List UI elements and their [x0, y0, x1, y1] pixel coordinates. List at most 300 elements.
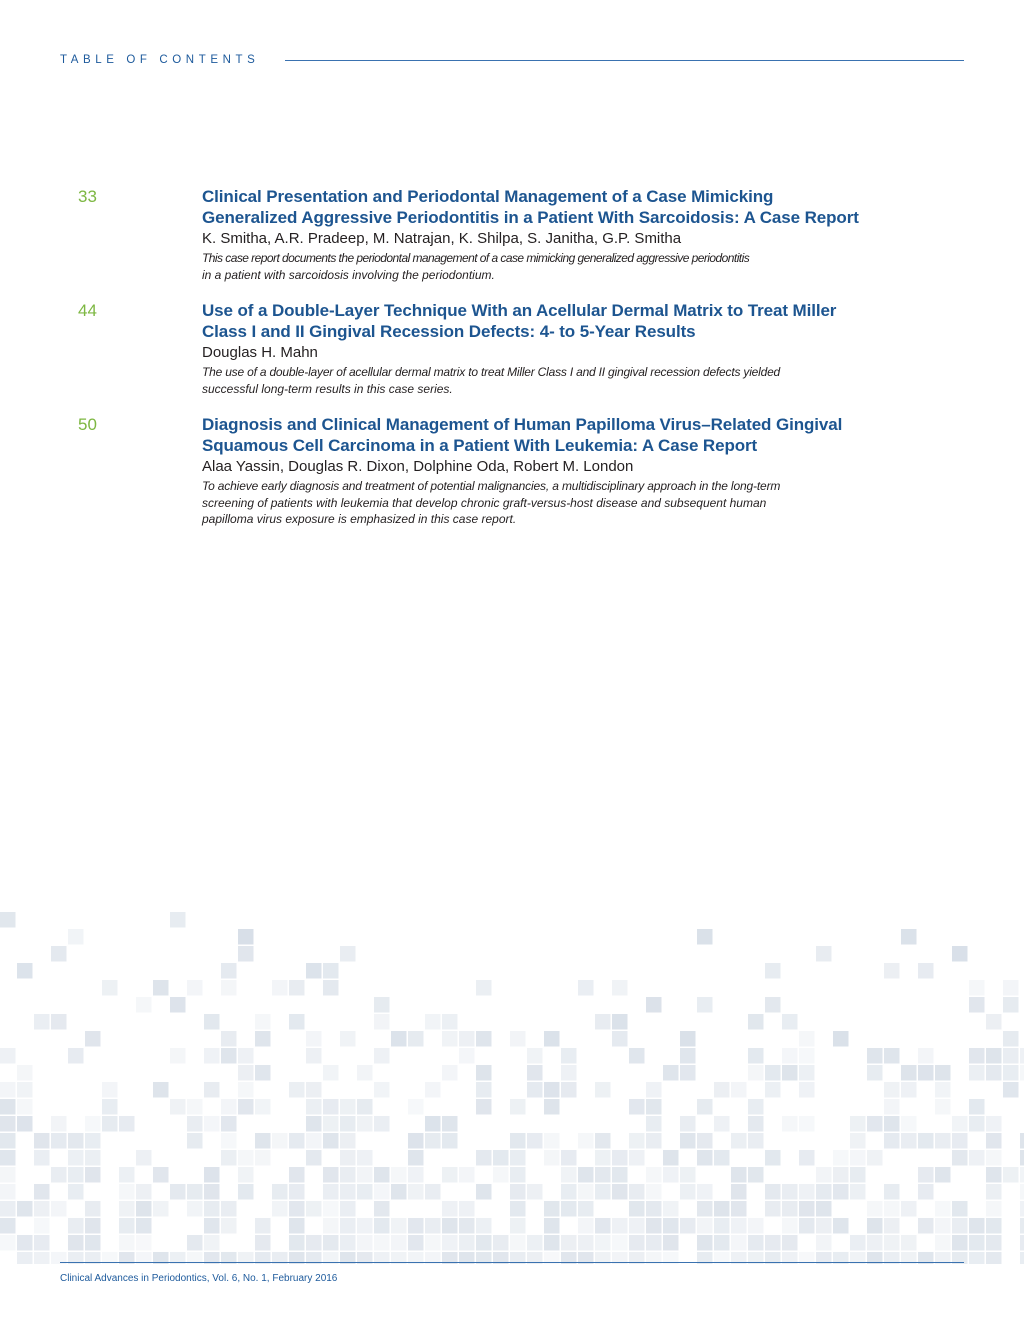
mosaic-tile [850, 1150, 866, 1166]
mosaic-tile [510, 1133, 526, 1149]
toc-entry-authors: Alaa Yassin, Douglas R. Dixon, Dolphine Oda, Robert M. London [202, 458, 634, 475]
toc-entry-summary-line: The use of a double-layer of acellular dermal matrix to treat Miller Class I and II gingival recession defects yielded [202, 365, 781, 379]
mosaic-tile [765, 963, 781, 979]
mosaic-tile [17, 1252, 33, 1264]
mosaic-tile [204, 1082, 220, 1098]
mosaic-tile [136, 1184, 152, 1200]
mosaic-tile [850, 1116, 866, 1132]
mosaic-tile [51, 1201, 67, 1217]
mosaic-tile [34, 1235, 50, 1251]
mosaic-tile [476, 1031, 492, 1047]
mosaic-tile [646, 1116, 662, 1132]
mosaic-tile [357, 1065, 373, 1081]
mosaic-tile [119, 1116, 135, 1132]
mosaic-tile [799, 1150, 815, 1166]
mosaic-tile [323, 963, 339, 979]
mosaic-tile [578, 1167, 594, 1183]
mosaic-tile [374, 1167, 390, 1183]
mosaic-tile [969, 1048, 985, 1064]
toc-entry-authors: Douglas H. Mahn [202, 344, 318, 361]
mosaic-tile [680, 1048, 696, 1064]
mosaic-tile [663, 1065, 679, 1081]
mosaic-tile [544, 1099, 560, 1115]
mosaic-tile [323, 1167, 339, 1183]
mosaic-tile [34, 1184, 50, 1200]
toc-entry-summary-line: successful long-term results in this case series. [202, 381, 453, 396]
mosaic-tile [0, 1150, 16, 1166]
mosaic-tile [884, 1116, 900, 1132]
mosaic-tile [306, 1099, 322, 1115]
mosaic-tile [646, 1184, 662, 1200]
mosaic-tile [102, 1099, 118, 1115]
mosaic-tile [408, 1218, 424, 1234]
mosaic-tile [1020, 1048, 1024, 1064]
mosaic-tile [340, 1116, 356, 1132]
mosaic-tile [1020, 1133, 1024, 1149]
mosaic-tile [595, 1235, 611, 1251]
mosaic-tile [85, 1116, 101, 1132]
mosaic-tile [901, 929, 917, 945]
mosaic-tile [816, 1184, 832, 1200]
mosaic-tile [969, 980, 985, 996]
mosaic-tile [289, 1184, 305, 1200]
toc-entry-title-line[interactable]: Clinical Presentation and Periodontal Management of a Case Mimicking [202, 187, 774, 206]
mosaic-tile [374, 997, 390, 1013]
mosaic-tile [204, 1184, 220, 1200]
mosaic-tile [765, 997, 781, 1013]
mosaic-tile [1003, 1031, 1019, 1047]
mosaic-tile [986, 1201, 1002, 1217]
mosaic-tile [289, 1235, 305, 1251]
mosaic-tile [884, 1048, 900, 1064]
mosaic-tile [34, 1252, 50, 1264]
mosaic-tile [238, 1082, 254, 1098]
mosaic-tile [340, 1218, 356, 1234]
mosaic-tile [833, 1031, 849, 1047]
mosaic-tile [408, 1184, 424, 1200]
toc-entry-title[interactable] [202, 300, 878, 342]
mosaic-tile [442, 1031, 458, 1047]
mosaic-tile [34, 1133, 50, 1149]
toc-entry-summary-line: in a patient with sarcoidosis involving the periodontium. [202, 267, 495, 282]
mosaic-tile [85, 1031, 101, 1047]
mosaic-tile [374, 1082, 390, 1098]
toc-header [60, 50, 964, 70]
mosaic-tile [901, 1116, 917, 1132]
mosaic-tile [697, 1184, 713, 1200]
mosaic-tile [34, 1201, 50, 1217]
mosaic-tile [306, 1082, 322, 1098]
toc-entry-title[interactable] [202, 414, 878, 456]
mosaic-tile [34, 1014, 50, 1030]
mosaic-tile [561, 1235, 577, 1251]
mosaic-tile [731, 1235, 747, 1251]
mosaic-tile [901, 1082, 917, 1098]
mosaic-tile [357, 1218, 373, 1234]
mosaic-tile [833, 1218, 849, 1234]
mosaic-tile [323, 1065, 339, 1081]
mosaic-tile [85, 1235, 101, 1251]
mosaic-tile [935, 1167, 951, 1183]
mosaic-tile [544, 1082, 560, 1098]
toc-entry-page-number[interactable]: 50 [78, 415, 97, 434]
mosaic-tile [612, 1235, 628, 1251]
toc-entry-title[interactable] [202, 186, 878, 228]
mosaic-tile [408, 1133, 424, 1149]
toc-entry [78, 186, 878, 283]
mosaic-tile [510, 1167, 526, 1183]
mosaic-tile [697, 1150, 713, 1166]
mosaic-tile [442, 1201, 458, 1217]
toc-entry-summary-line: To achieve early diagnosis and treatment of potential malignancies, a multidisciplinary approach in the long-term [202, 479, 781, 493]
mosaic-tile [595, 1133, 611, 1149]
mosaic-tile [782, 1235, 798, 1251]
mosaic-tile [0, 1218, 16, 1234]
mosaic-tile [816, 1201, 832, 1217]
mosaic-tile [663, 1218, 679, 1234]
mosaic-tile [238, 1099, 254, 1115]
mosaic-tile [595, 1150, 611, 1166]
mosaic-tile [119, 1235, 135, 1251]
mosaic-tile [867, 1116, 883, 1132]
mosaic-tile [102, 1082, 118, 1098]
mosaic-tile [561, 1167, 577, 1183]
mosaic-tile [408, 1150, 424, 1166]
mosaic-tile [408, 1235, 424, 1251]
mosaic-tile [221, 1133, 237, 1149]
mosaic-tile [969, 1235, 985, 1251]
mosaic-tile [680, 1167, 696, 1183]
mosaic-tile [1003, 1065, 1019, 1081]
mosaic-tile [17, 1099, 33, 1115]
mosaic-tile [289, 1014, 305, 1030]
toc-entry-page-number[interactable]: 33 [78, 187, 97, 206]
mosaic-tile [510, 1184, 526, 1200]
mosaic-tile [884, 1218, 900, 1234]
mosaic-tile [306, 963, 322, 979]
mosaic-tile [119, 1184, 135, 1200]
mosaic-tile [578, 1201, 594, 1217]
mosaic-tile [748, 1133, 764, 1149]
mosaic-tile [476, 1065, 492, 1081]
mosaic-tile [408, 1031, 424, 1047]
mosaic-tile [0, 1116, 16, 1132]
mosaic-tile [187, 1184, 203, 1200]
mosaic-tile [782, 1116, 798, 1132]
mosaic-tile [425, 1014, 441, 1030]
mosaic-tile [221, 1150, 237, 1166]
mosaic-tile [340, 946, 356, 962]
mosaic-tile [629, 1235, 645, 1251]
toc-entry-title-line[interactable]: Squamous Cell Carcinoma in a Patient With Leukemia: A Case Report [202, 436, 758, 455]
mosaic-tile [850, 1235, 866, 1251]
mosaic-tile [901, 1065, 917, 1081]
mosaic-tile [340, 1201, 356, 1217]
mosaic-tile [510, 1218, 526, 1234]
mosaic-tile [289, 1218, 305, 1234]
mosaic-tile [646, 1167, 662, 1183]
mosaic-tile [425, 1235, 441, 1251]
mosaic-tile [119, 1201, 135, 1217]
mosaic-tile [17, 1065, 33, 1081]
mosaic-tile [952, 1235, 968, 1251]
mosaic-tile [782, 1048, 798, 1064]
toc-entry-title-line[interactable]: Use of a Double-Layer Technique With an Acellular Dermal Matrix to Treat Miller [202, 301, 837, 320]
mosaic-tile [1003, 997, 1019, 1013]
mosaic-tile [85, 1201, 101, 1217]
mosaic-tile [765, 1201, 781, 1217]
mosaic-tile [1020, 1235, 1024, 1251]
mosaic-tile [340, 1133, 356, 1149]
mosaic-tile [969, 1116, 985, 1132]
mosaic-tile [646, 1218, 662, 1234]
mosaic-tile [119, 1167, 135, 1183]
mosaic-tile [136, 1201, 152, 1217]
mosaic-tile [935, 1218, 951, 1234]
mosaic-tile [238, 1167, 254, 1183]
mosaic-tile [918, 1167, 934, 1183]
mosaic-tile [221, 980, 237, 996]
mosaic-tile [238, 929, 254, 945]
toc-entry-title-line[interactable]: Class I and II Gingival Recession Defects: 4- to 5-Year Results [202, 322, 696, 341]
mosaic-tile [595, 1184, 611, 1200]
mosaic-tile [969, 1099, 985, 1115]
mosaic-tile [255, 1133, 271, 1149]
mosaic-tile [238, 946, 254, 962]
mosaic-tile [459, 1048, 475, 1064]
mosaic-tile [476, 980, 492, 996]
mosaic-tile [102, 980, 118, 996]
mosaic-tile [85, 1150, 101, 1166]
mosaic-tile [544, 1150, 560, 1166]
mosaic-tile [714, 1218, 730, 1234]
mosaic-tile [884, 963, 900, 979]
mosaic-tile [799, 1116, 815, 1132]
mosaic-tile [663, 1150, 679, 1166]
mosaic-tile [935, 1099, 951, 1115]
mosaic-tile [136, 1150, 152, 1166]
mosaic-tile [697, 1235, 713, 1251]
mosaic-tile [629, 1218, 645, 1234]
mosaic-tile [1003, 1048, 1019, 1064]
mosaic-tile [578, 1235, 594, 1251]
mosaic-tile [884, 1099, 900, 1115]
mosaic-tile [952, 946, 968, 962]
mosaic-tile [238, 1150, 254, 1166]
mosaic-tile [986, 1218, 1002, 1234]
mosaic-tile [0, 1099, 16, 1115]
mosaic-tile [969, 1218, 985, 1234]
mosaic-tile [255, 1065, 271, 1081]
mosaic-tile [544, 1201, 560, 1217]
mosaic-tile [255, 1014, 271, 1030]
toc-entry-page-number[interactable]: 44 [78, 301, 97, 320]
mosaic-tile [527, 1184, 543, 1200]
mosaic-tile [0, 1133, 16, 1149]
mosaic-tile [680, 1116, 696, 1132]
mosaic-tile [391, 1167, 407, 1183]
toc-entry-title-line[interactable]: Generalized Aggressive Periodontitis in a Patient With Sarcoidosis: A Case Report [202, 208, 859, 227]
mosaic-tile [408, 1099, 424, 1115]
mosaic-tile [629, 1048, 645, 1064]
mosaic-tile [697, 1201, 713, 1217]
mosaic-tile [204, 1014, 220, 1030]
toc-entry [78, 300, 878, 397]
mosaic-tile [85, 1133, 101, 1149]
mosaic-tile [612, 1184, 628, 1200]
mosaic-tile [969, 997, 985, 1013]
mosaic-tile [782, 1014, 798, 1030]
mosaic-tile [969, 1150, 985, 1166]
mosaic-tile [663, 1167, 679, 1183]
mosaic-tile [646, 1099, 662, 1115]
mosaic-tile [493, 1150, 509, 1166]
mosaic-tile [629, 1184, 645, 1200]
mosaic-tile [986, 1116, 1002, 1132]
mosaic-tile [374, 1116, 390, 1132]
mosaic-tile [578, 1218, 594, 1234]
mosaic-tile [442, 1218, 458, 1234]
mosaic-tile [629, 1099, 645, 1115]
mosaic-tile [374, 1048, 390, 1064]
mosaic-tile [1003, 1082, 1019, 1098]
mosaic-tile [816, 1235, 832, 1251]
mosaic-tile [986, 1014, 1002, 1030]
mosaic-tile [680, 1218, 696, 1234]
mosaic-tile [17, 1116, 33, 1132]
mosaic-tile [51, 1133, 67, 1149]
toc-entry-title-line[interactable]: Diagnosis and Clinical Management of Human Papilloma Virus–Related Gingival [202, 415, 843, 434]
mosaic-tile [459, 1235, 475, 1251]
mosaic-tile [323, 1099, 339, 1115]
mosaic-tile [34, 1218, 50, 1234]
mosaic-tile [918, 1065, 934, 1081]
toc-entry-summary-line: This case report documents the periodontal management of a case mimicking generalized aggressive periodontitis [202, 251, 750, 265]
mosaic-tile [765, 1150, 781, 1166]
mosaic-tile [221, 1031, 237, 1047]
mosaic-tile [527, 1235, 543, 1251]
mosaic-tile [51, 1014, 67, 1030]
mosaic-tile [153, 1201, 169, 1217]
mosaic-tile [476, 1150, 492, 1166]
mosaic-tile [153, 980, 169, 996]
mosaic-tile [204, 1048, 220, 1064]
mosaic-tile [561, 1184, 577, 1200]
mosaic-tile [697, 1133, 713, 1149]
mosaic-tile [765, 1065, 781, 1081]
mosaic-tile [1020, 1167, 1024, 1183]
mosaic-tile [187, 1201, 203, 1217]
mosaic-tile [901, 1235, 917, 1251]
mosaic-tile [612, 980, 628, 996]
mosaic-tile [901, 1201, 917, 1217]
mosaic-tile [425, 1184, 441, 1200]
mosaic-tile [884, 1133, 900, 1149]
mosaic-tile [0, 1201, 16, 1217]
mosaic-tile [68, 1048, 84, 1064]
mosaic-tile [731, 1082, 747, 1098]
toc-entry-summary-line: papilloma virus exposure is emphasized in this case report. [202, 512, 517, 526]
mosaic-tile [204, 1201, 220, 1217]
mosaic-tile [833, 1167, 849, 1183]
mosaic-tile [612, 1150, 628, 1166]
mosaic-tile [680, 1065, 696, 1081]
mosaic-tile [136, 1218, 152, 1234]
mosaic-tile [680, 1133, 696, 1149]
mosaic-tile [170, 1048, 186, 1064]
toc-entry [78, 414, 878, 528]
mosaic-tile [561, 1082, 577, 1098]
toc-entry-authors: K. Smitha, A.R. Pradeep, M. Natrajan, K. Shilpa, S. Janitha, G.P. Smitha [202, 230, 682, 247]
mosaic-tile [153, 1082, 169, 1098]
mosaic-tile [646, 1201, 662, 1217]
mosaic-tile [816, 1218, 832, 1234]
mosaic-tile [731, 1184, 747, 1200]
mosaic-tile [0, 1048, 16, 1064]
mosaic-tile [68, 1167, 84, 1183]
mosaic-tile [867, 1218, 883, 1234]
mosaic-tile [748, 1014, 764, 1030]
mosaic-tile [374, 1014, 390, 1030]
mosaic-tile [510, 1235, 526, 1251]
mosaic-tile [748, 1235, 764, 1251]
mosaic-tile [238, 1065, 254, 1081]
mosaic-tile [1003, 980, 1019, 996]
mosaic-tile [646, 1133, 662, 1149]
mosaic-tile [204, 1218, 220, 1234]
mosaic-tile [816, 1167, 832, 1183]
mosaic-tile [357, 1099, 373, 1115]
mosaic-tile [629, 1201, 645, 1217]
mosaic-tile [476, 1184, 492, 1200]
mosaic-tile [17, 1201, 33, 1217]
mosaic-tile [153, 1167, 169, 1183]
mosaic-tile [340, 1235, 356, 1251]
mosaic-tile [34, 1150, 50, 1166]
mosaic-tile [272, 1184, 288, 1200]
mosaic-tile [578, 1184, 594, 1200]
toc-entry-summary [202, 364, 842, 397]
mosaic-tile [714, 1116, 730, 1132]
mosaic-tile [187, 980, 203, 996]
mosaic-tile [221, 1116, 237, 1132]
mosaic-tile [17, 963, 33, 979]
mosaic-tile [986, 1167, 1002, 1183]
mosaic-tile [323, 1218, 339, 1234]
mosaic-tile [986, 1048, 1002, 1064]
mosaic-tile [374, 1201, 390, 1217]
mosaic-tile [255, 1218, 271, 1234]
mosaic-tile [289, 980, 305, 996]
mosaic-tile [782, 1184, 798, 1200]
mosaic-tile [561, 1065, 577, 1081]
mosaic-tile [442, 1116, 458, 1132]
footer-divider [60, 1262, 964, 1263]
mosaic-tile [1020, 1184, 1024, 1200]
mosaic-tile [374, 1235, 390, 1251]
mosaic-tile [986, 1184, 1002, 1200]
mosaic-tile [544, 1133, 560, 1149]
mosaic-tile [850, 1167, 866, 1183]
mosaic-tile [612, 1218, 628, 1234]
mosaic-tile [918, 1184, 934, 1200]
mosaic-tile [340, 1167, 356, 1183]
mosaic-tile [187, 1133, 203, 1149]
mosaic-tile [1020, 1201, 1024, 1217]
mosaic-tile [731, 1201, 747, 1217]
mosaic-tile [323, 1235, 339, 1251]
mosaic-tile [935, 1082, 951, 1098]
